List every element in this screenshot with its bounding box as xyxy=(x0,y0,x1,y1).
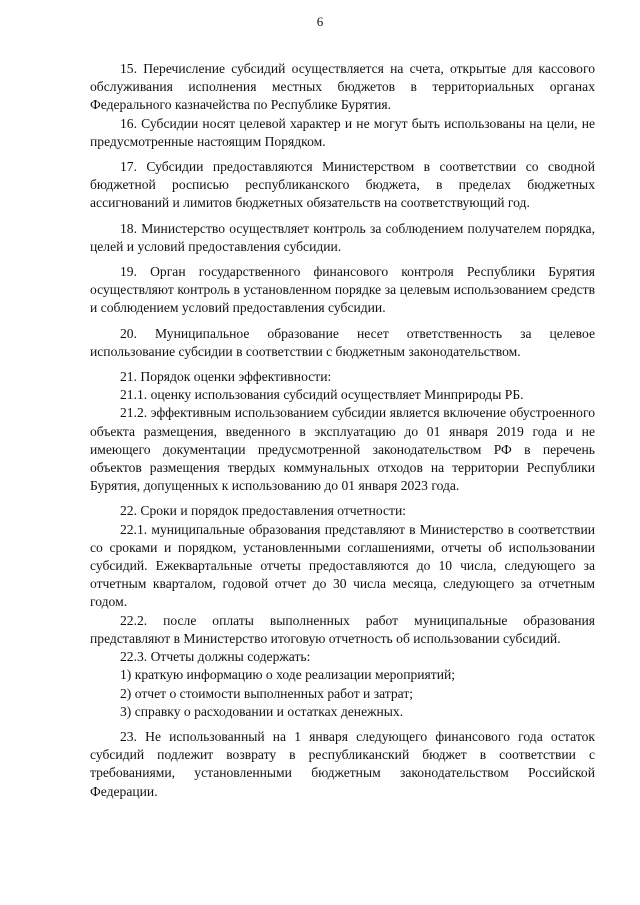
paragraph-15: 15. Перечисление субсидий осуществляется на счета, открытые для кассового обслуживания исполнения местных бюджетов в территориальных органах Федерального казначейства по Республике Бурятия. xyxy=(90,61,595,113)
page-number: 6 xyxy=(316,14,324,29)
paragraph-16: 16. Субсидии носят целевой характер и не могут быть использованы на цели, не предусмотренные настоящим Порядком. xyxy=(90,115,595,149)
paragraph-17: 17. Субсидии предоставляются Министерством в соответствии со сводной бюджетной росписью республиканского бюджета, в пределах бюджетных ассигнований и лимитов бюджетных обязательств на соответствующий год. xyxy=(90,159,595,211)
paragraph-22-1: 22.1. муниципальные образования представляют в Министерство в соответствии со сроками и порядком, установленными соглашениями, отчеты об использовании субсидий. Ежеквартальные отчеты предоставляются до 10 числа, следующего за отчетным кварталом, годовой отчет до 30 числа месяца, следующего за отчетным годом. xyxy=(90,521,595,610)
paragraph-18: 18. Министерство осуществляет контроль за соблюдением получателем порядка, целей и условий предоставления субсидии. xyxy=(90,220,595,254)
paragraph-19: 19. Орган государственного финансового контроля Республики Бурятия осуществляют контроль в установленном порядке за целевым использованием средств и соблюдением условий предоставления субсидии. xyxy=(90,264,595,316)
paragraph-23: 23. Не использованный на 1 января следующего финансового года остаток субсидий подлежит возврату в республиканский бюджет в соответствии с требованиями, установленными бюджетным законодательством Российской Федерации. xyxy=(90,728,595,799)
list-item-1: 1) краткую информацию о ходе реализации мероприятий; xyxy=(120,667,456,683)
paragraph-21: 21. Порядок оценки эффективности: xyxy=(120,369,332,385)
list-item-3: 3) справку о расходовании и остатках денежных. xyxy=(120,703,404,719)
document-body xyxy=(90,60,595,801)
paragraph-21-2: 21.2. эффективным использованием субсидии является включение обустроенного объекта размещения, введенного в эксплуатацию до 01 января 2019 года и не имеющего документации предусмотренной законодательством РФ в перечень объектов размещения твердых коммунальных отходов на территории Республики Бурятия, допущенных к использованию до 01 января 2023 года. xyxy=(90,405,595,494)
paragraph-22: 22. Сроки и порядок предоставления отчетности: xyxy=(120,503,407,519)
list-item-2: 2) отчет о стоимости выполненных работ и затрат; xyxy=(120,685,414,701)
paragraph-22-3: 22.3. Отчеты должны содержать: xyxy=(120,649,311,665)
paragraph-21-1: 21.1. оценку использования субсидий осуществляет Минприроды РБ. xyxy=(120,387,524,403)
paragraph-22-2: 22.2. после оплаты выполненных работ муниципальные образования представляют в Министерство итоговую отчетность об использовании субсидий. xyxy=(90,612,595,646)
paragraph-20: 20. Муниципальное образование несет ответственность за целевое использование субсидии в соответствии с бюджетным законодательством. xyxy=(90,325,595,359)
